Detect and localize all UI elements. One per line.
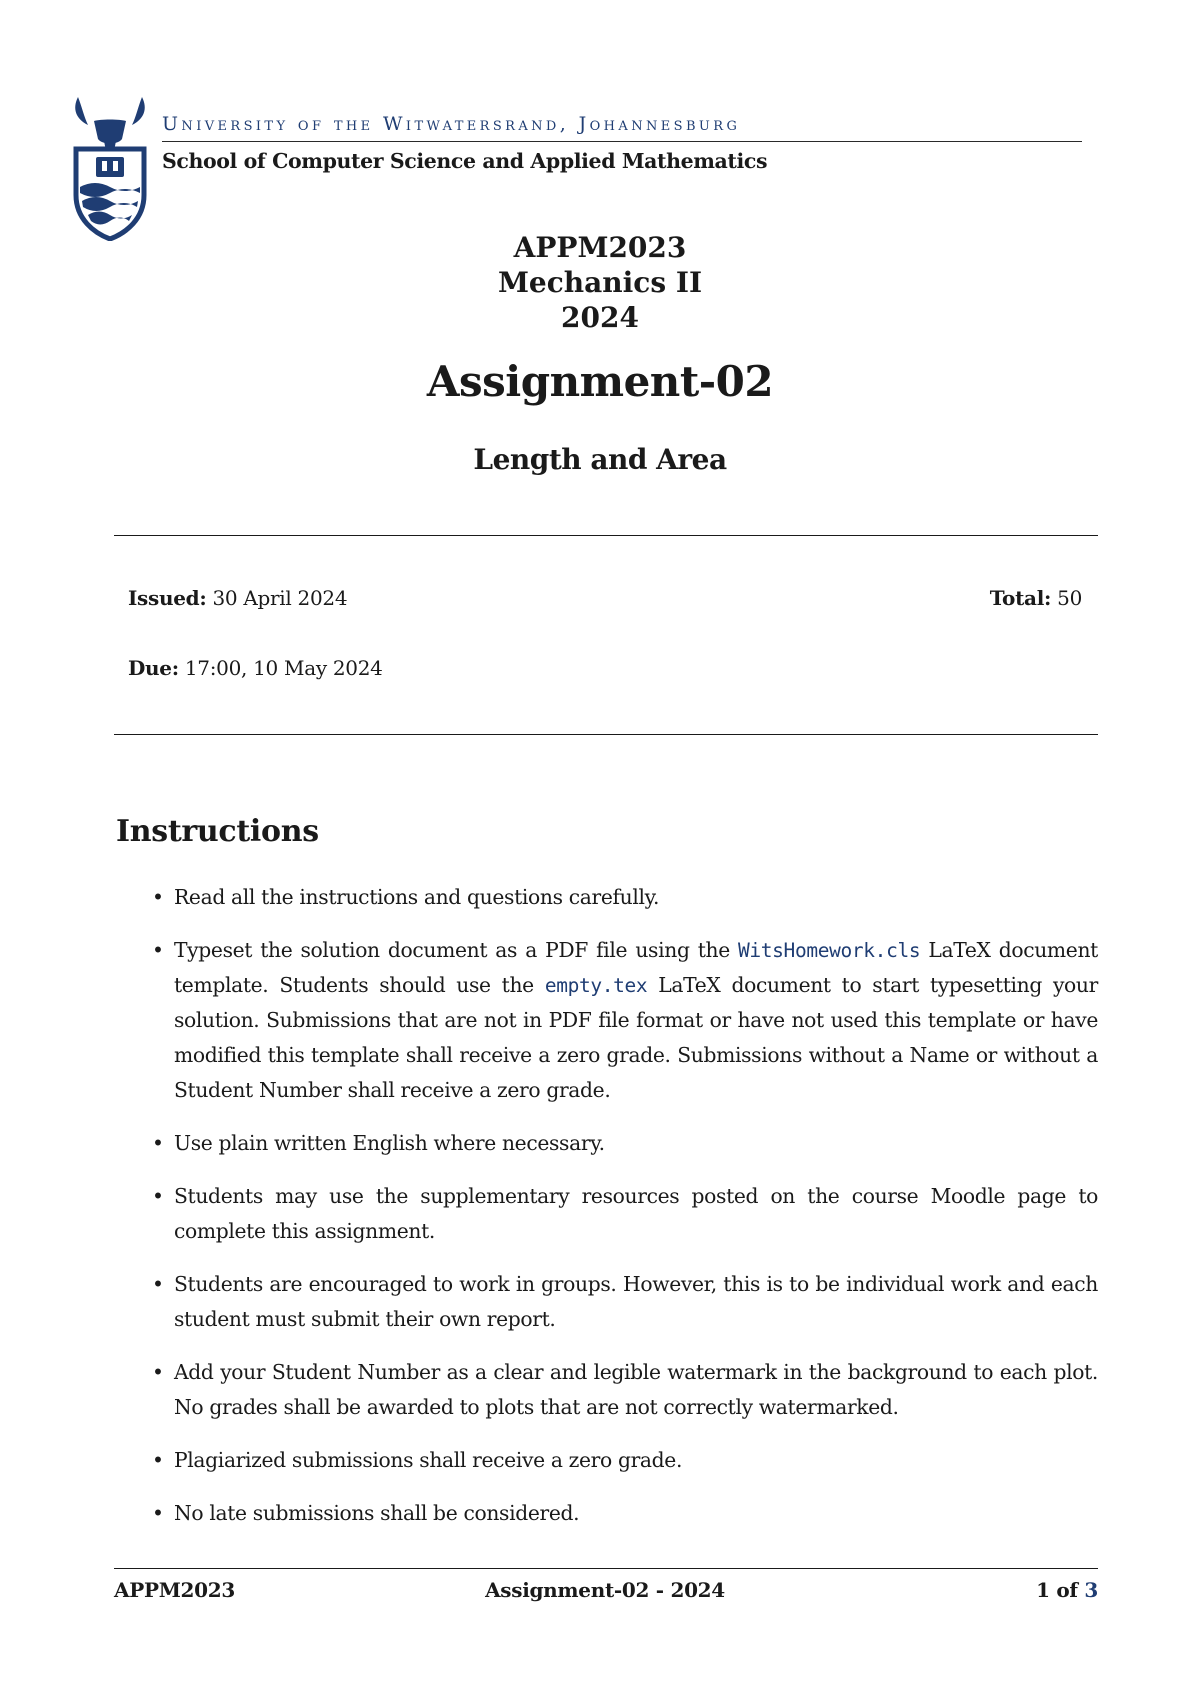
page-current: 1 xyxy=(1036,1578,1050,1602)
latex-logo: LaTeX xyxy=(658,973,721,997)
issued-value: 30 April 2024 xyxy=(212,586,348,610)
total-line xyxy=(990,584,1082,612)
instruction-text: Add your Student Number as a clear and legible watermark in the background to each plot. No grades shall be awarded to plots that are not correctly watermarked. xyxy=(174,1360,1098,1419)
list-item xyxy=(148,1267,1098,1337)
list-item xyxy=(148,1126,1098,1161)
assignment-title: Assignment-02 xyxy=(426,357,774,406)
issued-label: Issued: xyxy=(128,586,207,610)
top-divider xyxy=(114,535,1098,536)
footer-rule xyxy=(114,1568,1098,1569)
due-label: Due: xyxy=(128,656,179,680)
empty-file-link[interactable]: empty.tex xyxy=(544,974,648,997)
list-item xyxy=(148,1496,1098,1531)
list-item xyxy=(148,1179,1098,1249)
university-crest-icon xyxy=(66,95,154,241)
latex-logo: LaTeX xyxy=(928,938,991,962)
list-item xyxy=(148,1443,1098,1478)
footer-page-number xyxy=(1036,1576,1098,1604)
footer-course-code: APPM2023 xyxy=(114,1578,235,1602)
list-item xyxy=(148,933,1098,1108)
header-rule xyxy=(162,141,1082,142)
template-file-link[interactable]: WitsHomework.cls xyxy=(738,939,921,962)
course-year: 2024 xyxy=(561,301,639,334)
instruction-text: Use plain written English where necessary. xyxy=(174,1131,605,1155)
due-line xyxy=(128,654,383,682)
list-item xyxy=(148,1355,1098,1425)
page-of: of xyxy=(1056,1578,1078,1602)
instruction-text: document template. Students should use the xyxy=(174,938,1098,997)
footer-title: Assignment-02 - 2024 xyxy=(485,1578,725,1602)
instruction-text: Plagiarized submissions shall receive a zero grade. xyxy=(174,1448,683,1472)
course-name: Mechanics II xyxy=(497,266,703,299)
page-total-link[interactable]: 3 xyxy=(1084,1578,1098,1602)
instruction-text: Students may use the supplementary resources posted on the course Moodle page to complete this assignment. xyxy=(174,1184,1098,1243)
instruction-text: Students are encouraged to work in groups. However, this is to be individual work and each student must submit their own report. xyxy=(174,1272,1098,1331)
total-value: 50 xyxy=(1057,586,1082,610)
school-name: School of Computer Science and Applied Mathematics xyxy=(162,149,768,173)
instruction-text: document to start typesetting your solution. Submissions that are not in PDF file format or have not used this template or have modified this template shall receive a zero grade. Submissions without a Name or without a Student Number shall receive a zero grade. xyxy=(174,973,1098,1102)
instruction-text: Typeset the solution document as a PDF file using the xyxy=(174,938,730,962)
issued-line xyxy=(128,584,347,612)
list-item xyxy=(148,880,1098,915)
total-label: Total: xyxy=(989,586,1052,610)
due-value: 17:00, 10 May 2024 xyxy=(184,656,383,680)
course-code: APPM2023 xyxy=(513,231,687,264)
instruction-text: Read all the instructions and questions carefully. xyxy=(174,885,660,909)
instruction-text: No late submissions shall be considered. xyxy=(174,1501,580,1525)
bottom-divider xyxy=(114,734,1098,735)
assignment-subtitle: Length and Area xyxy=(473,443,727,476)
university-name: University of the Witwatersrand, Johannesburg xyxy=(162,113,741,135)
instructions-list xyxy=(148,880,1098,1549)
instructions-heading: Instructions xyxy=(116,814,319,849)
